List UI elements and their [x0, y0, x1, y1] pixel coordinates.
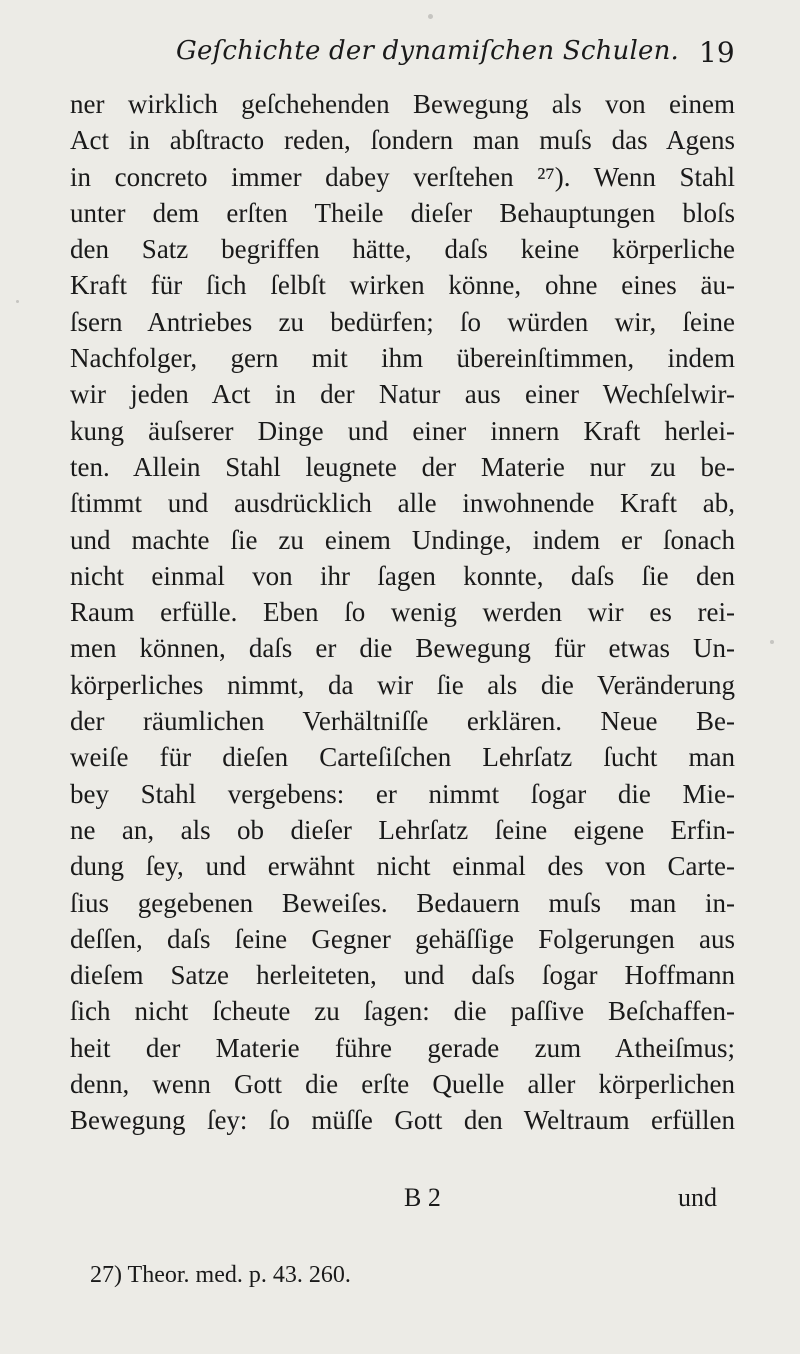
footnote: 27) Theor. med. p. 43. 260.: [90, 1262, 351, 1288]
text-line: dung ſey, und erwähnt nicht einmal des von Carte-: [70, 851, 735, 882]
text-line: Bewegung ſey: ſo müſſe Gott den Weltraum erfüllen: [70, 1105, 735, 1136]
text-line: und machte ſie zu einem Undinge, indem er ſonach: [70, 524, 735, 555]
text-line: körperliches nimmt, da wir ſie als die Veränderung: [70, 669, 735, 700]
text-line: Kraft für ſich ſelbſt wirken könne, ohne eines äu-: [70, 270, 735, 301]
text-line: wir jeden Act in der Natur aus einer Wechſelwir-: [70, 379, 735, 410]
running-title: Geſchichte der dynamiſchen Schulen.: [176, 36, 679, 66]
text-line: bey Stahl vergebens: er nimmt ſogar die Mie-: [70, 778, 735, 809]
text-line: in concreto immer dabey verſtehen ²⁷). Wenn Stahl: [70, 161, 735, 192]
text-line: deſſen, daſs ſeine Gegner gehäſſige Folgerungen aus: [70, 923, 735, 954]
text-line: ſich nicht ſcheute zu ſagen: die paſſive Beſchaffen-: [70, 996, 735, 1027]
text-line: der räumlichen Verhältniſſe erklären. Neue Be-: [70, 706, 735, 737]
text-line: men können, daſs er die Bewegung für etwas Un-: [70, 633, 735, 664]
text-line: Act in abſtracto reden, ſondern man muſs das Agens: [70, 125, 735, 156]
text-line: weiſe für dieſen Carteſiſchen Lehrſatz ſucht man: [70, 742, 735, 773]
page-header: [0, 30, 800, 80]
text-line: dieſem Satze herleiteten, und daſs ſogar Hoffmann: [70, 960, 735, 991]
text-line: ner wirklich geſchehenden Bewegung als von einem: [70, 89, 735, 119]
text-line: kung äuſserer Dinge und einer innern Kraft herlei-: [70, 415, 735, 446]
text-line: ten. Allein Stahl leugnete der Materie nur zu be-: [70, 451, 735, 482]
text-line: Raum erfülle. Eben ſo wenig werden wir es rei-: [70, 597, 735, 628]
signature-mark: B 2: [404, 1183, 441, 1212]
body-text: [70, 86, 735, 1139]
text-line: ſtimmt und ausdrücklich alle inwohnende Kraft ab,: [70, 488, 735, 519]
text-line: unter dem erſten Theile dieſer Behauptungen bloſs: [70, 197, 735, 228]
page-number: 19: [699, 36, 735, 69]
text-line: ſius gegebenen Beweiſes. Bedauern muſs man in-: [70, 887, 735, 918]
text-line: nicht einmal von ihr ſagen konnte, daſs ſie den: [70, 560, 735, 591]
text-line: ne an, als ob dieſer Lehrſatz ſeine eigene Erfin-: [70, 814, 735, 845]
text-line: den Satz begriffen hätte, daſs keine körperliche: [70, 234, 735, 265]
text-line: heit der Materie führe gerade zum Atheiſmus;: [70, 1032, 735, 1063]
text-line: denn, wenn Gott die erſte Quelle aller körperlichen: [70, 1069, 735, 1100]
text-line: ſsern Antriebes zu bedürfen; ſo würden wir, ſeine: [70, 306, 735, 337]
text-line: Nachfolger, gern mit ihm übereinſtimmen, indem: [70, 343, 735, 374]
catchword: und: [678, 1183, 717, 1212]
